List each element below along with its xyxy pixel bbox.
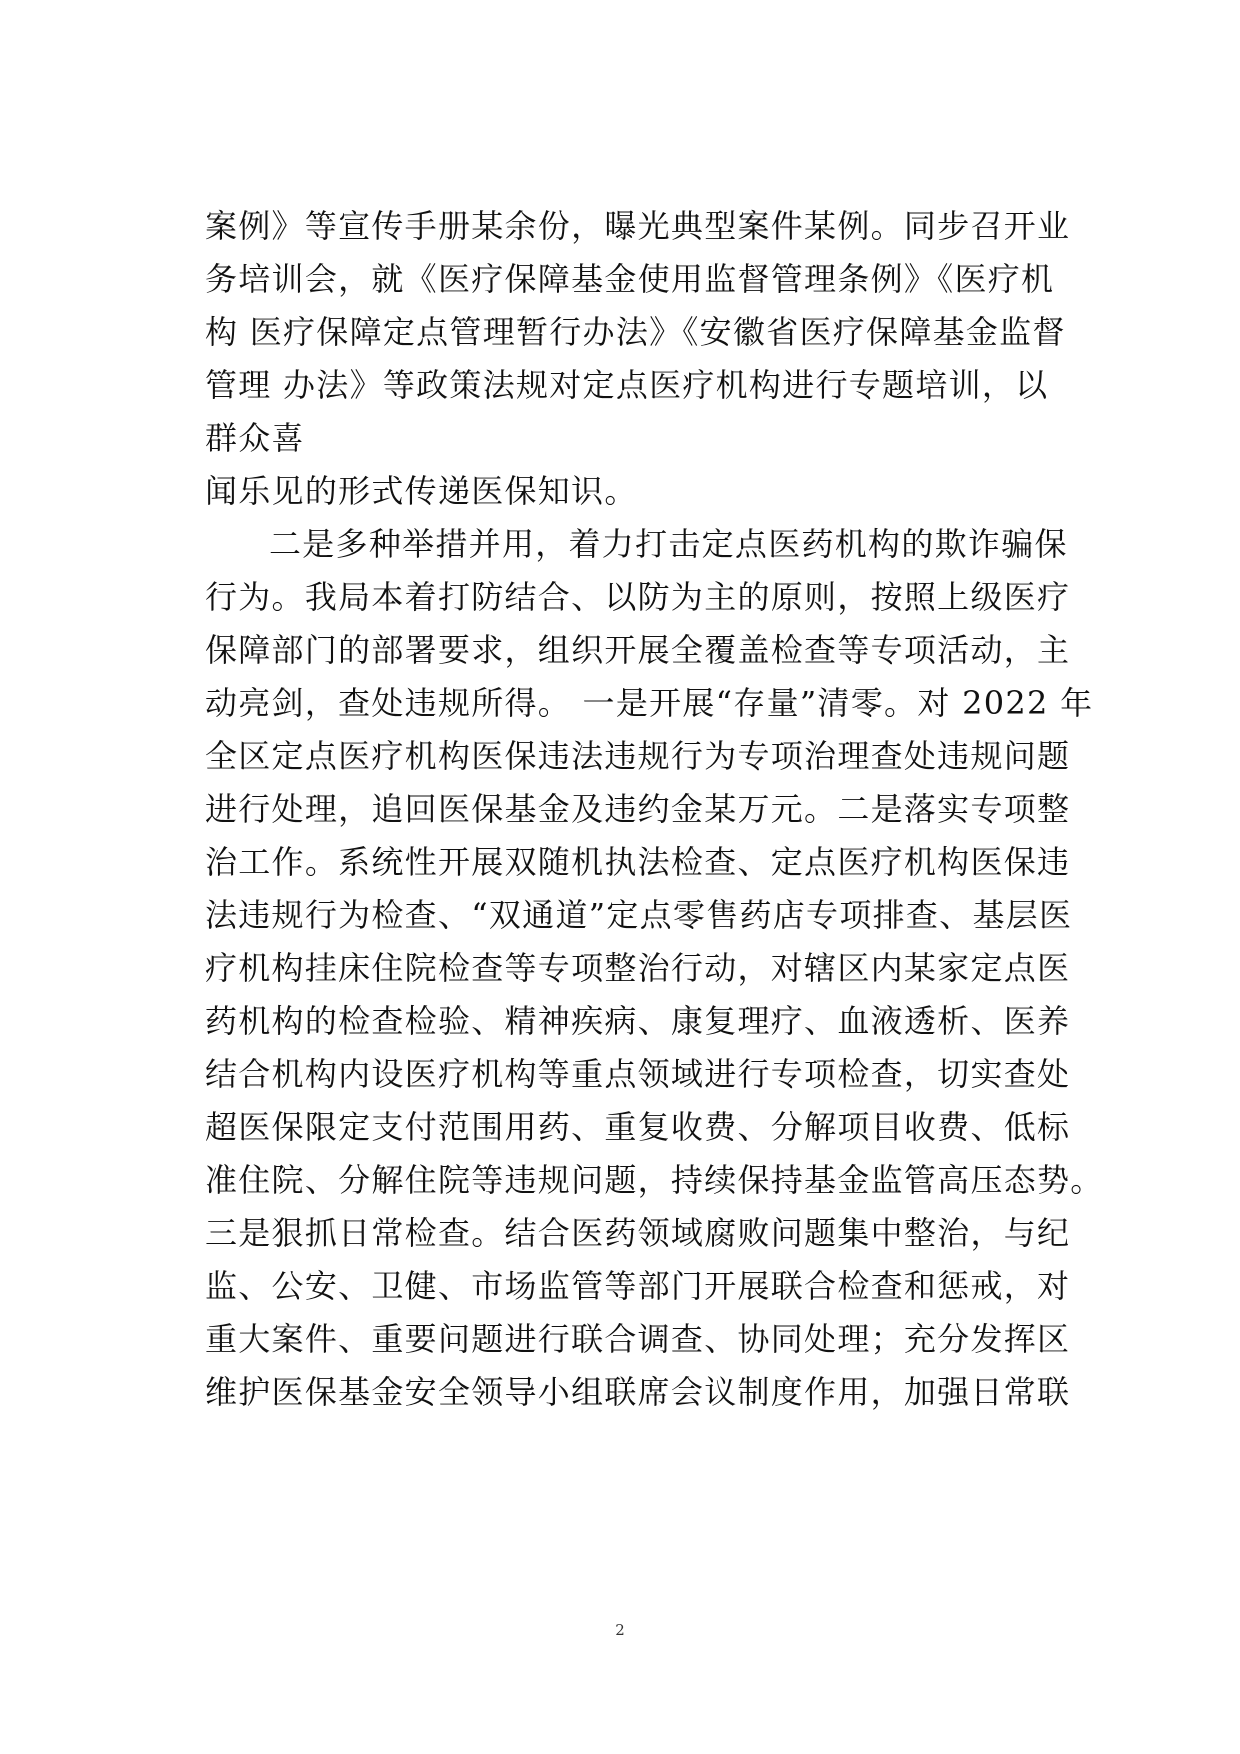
text-line: 管理 办法》等政策法规对定点医疗机构进行专题培训，以 xyxy=(205,366,1049,404)
text-line: 闻乐见的形式传递医保知识。 xyxy=(205,472,638,510)
text-line: 三是狠抓日常检查。结合医药领域腐败问题集中整治，与纪 xyxy=(205,1214,1071,1252)
text-line: 进行处理，追回医保基金及违约金某万元。二是落实专项整 xyxy=(205,790,1071,828)
text-line: 保障部门的部署要求，组织开展全覆盖检查等专项活动，主 xyxy=(205,631,1071,669)
text-line: 监、公安、卫健、市场监管等部门开展联合检查和惩戒，对 xyxy=(205,1267,1071,1305)
text-line: 行为。我局本着打防结合、以防为主的原则，按照上级医疗 xyxy=(205,578,1071,616)
text-line: 构 医疗保障定点管理暂行办法》《安徽省医疗保障基金监督 xyxy=(205,313,1066,351)
text-line: 结合机构内设医疗机构等重点领域进行专项检查，切实查处 xyxy=(205,1055,1071,1093)
text-line: 动亮剑，查处违规所得。 一是开展“存量”清零。对 2022 年 xyxy=(205,684,1094,722)
text-line: 准住院、分解住院等违规问题，持续保持基金监管高压态势。 xyxy=(205,1161,1104,1199)
text-line: 维护医保基金安全领导小组联席会议制度作用，加强日常联 xyxy=(205,1373,1071,1411)
text-line: 超医保限定支付范围用药、重复收费、分解项目收费、低标 xyxy=(205,1108,1071,1146)
text-line: 全区定点医疗机构医保违法违规行为专项治理查处违规问题 xyxy=(205,737,1071,775)
text-line: 疗机构挂床住院检查等专项整治行动，对辖区内某家定点医 xyxy=(205,949,1071,987)
text-line: 案例》等宣传手册某余份，曝光典型案件某例。同步召开业 xyxy=(205,207,1071,245)
text-line: 务培训会，就《医疗保障基金使用监督管理条例》《医疗机 xyxy=(205,260,1055,298)
text-line: 药机构的检查检验、精神疾病、康复理疗、血液透析、医养 xyxy=(205,1002,1071,1040)
text-line: 法违规行为检查、“双通道”定点零售药店专项排查、基层医 xyxy=(205,896,1073,934)
text-line: 群众喜 xyxy=(205,419,305,457)
page-number: 2 xyxy=(615,1621,625,1639)
text-line: 重大案件、重要问题进行联合调查、协同处理；充分发挥区 xyxy=(205,1320,1071,1358)
paragraph-start-line: 二是多种举措并用，着力打击定点医药机构的欺诈骗保 xyxy=(269,525,1068,563)
text-line: 治工作。系统性开展双随机执法检查、定点医疗机构医保违 xyxy=(205,843,1071,881)
body-text xyxy=(205,200,1104,1419)
